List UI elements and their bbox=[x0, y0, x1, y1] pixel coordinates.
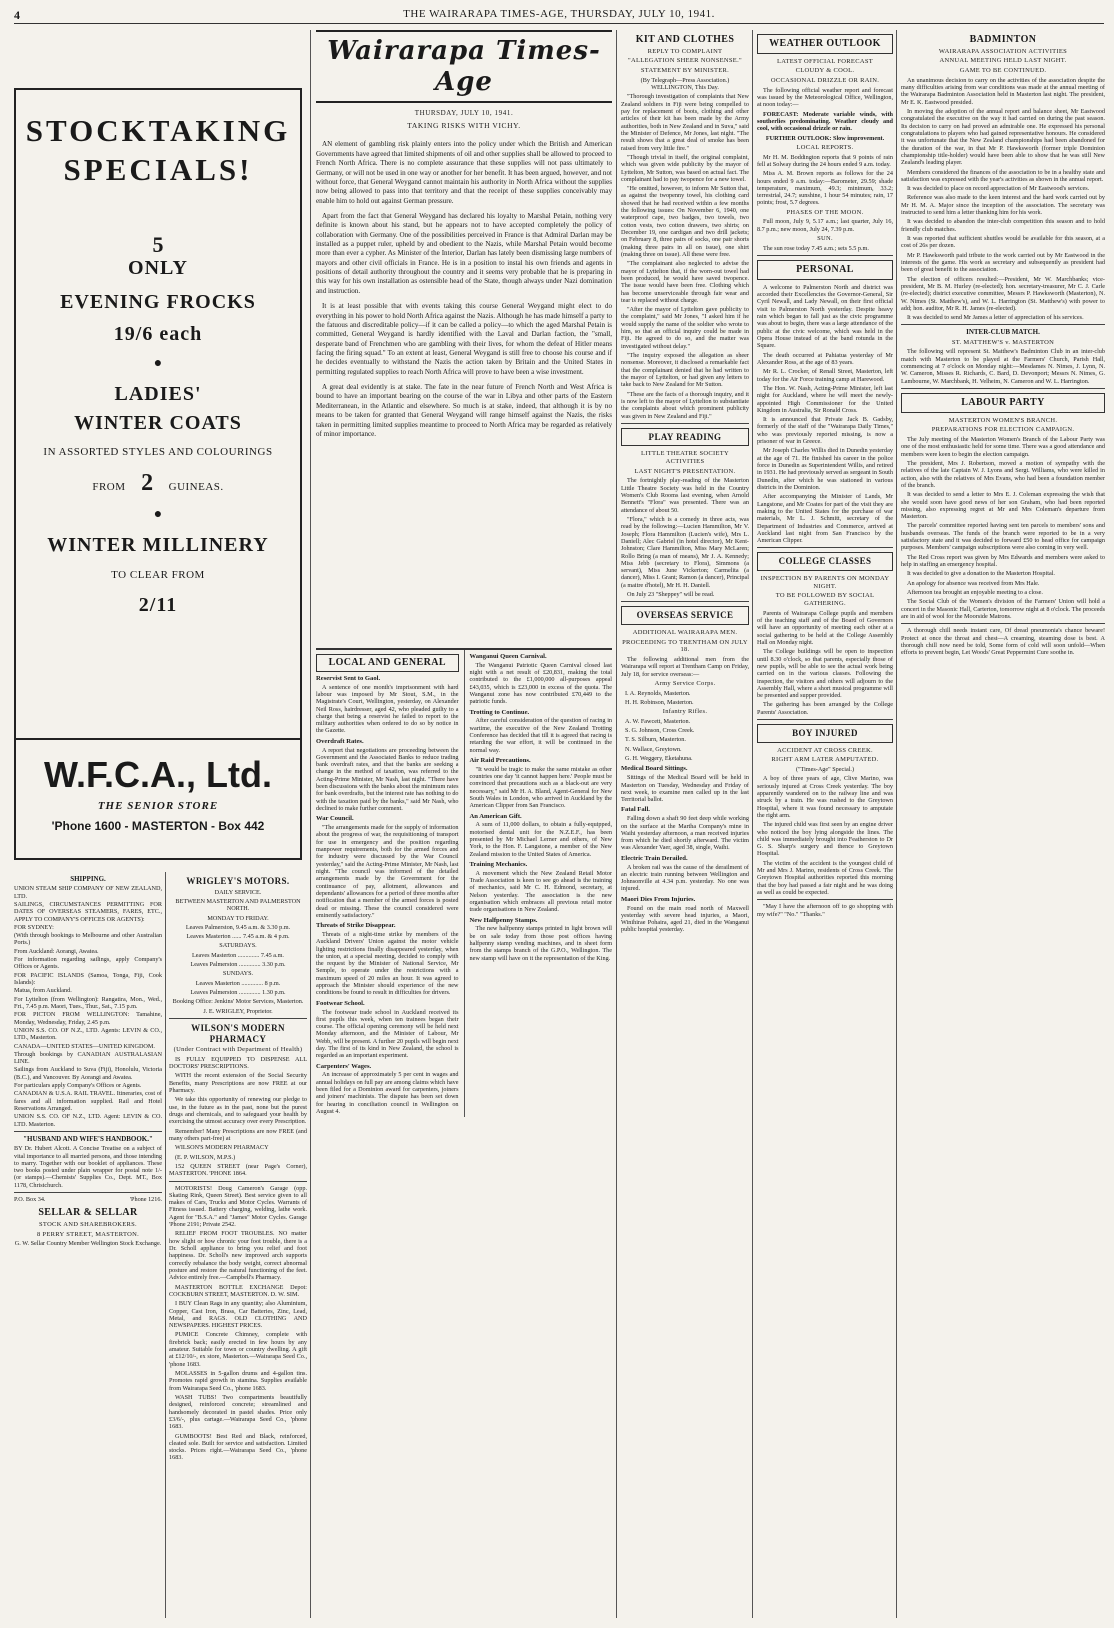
paragraph: Mr P. Hawksworth paid tribute to the work carried out by Mr Eastwood in the interests of the game. His work as secretary and subsequently as president had been of great benefit to the association. bbox=[901, 251, 1105, 274]
weather-sub2: CLOUDY & COOL. bbox=[795, 67, 855, 75]
bullet-icon: ● bbox=[153, 356, 163, 372]
paragraph: The parcels' committee reported having sent ten parcels to members' sons and husbands overseas. The funds of the branch were reported to be in a very satisfactory state and it was decided to forward £50 to head office for campaign purposes. Members' campaign subscriptions were also coming in very well. bbox=[901, 522, 1105, 552]
paragraph: The president, Mrs J. Robertson, moved a motion of sympathy with the relatives of the late Captain W. J. Lyons and Sergt. Williams, who were killed in action, also with the relatives of Mrs Evans, who had been a foundation member of the branch. bbox=[901, 459, 1105, 489]
boy-body bbox=[757, 775, 893, 896]
store-tagline: THE SENIOR STORE bbox=[97, 800, 219, 813]
advert-count: 5 bbox=[152, 231, 164, 257]
item-text: An increase of approximately 5 per cent in wages and annual holidays on full pay are among claims which have been filed for a Dominion award for carpenters, joiners and joiners' machinists. The dispute has been set down for hearing in conciliation council in Wellington on August 4. bbox=[316, 1071, 459, 1116]
paragraph: For particulars apply Company's Offices or Agents. bbox=[14, 1082, 142, 1090]
paragraph: 152 QUEEN STREET (near Page's Corner), MASTERTON. 'PHONE 1864. bbox=[169, 1162, 307, 1178]
service-man-name: N. Wallace, Greytown. bbox=[625, 745, 682, 753]
paragraph: The Hon. W. Nash, Acting-Prime Minister, left last night for Auckland, where he will meet the newly-appointed High Commissioner for the United Kingdom in Australia, Sir Ronald Cross. bbox=[757, 384, 893, 414]
paragraph: DAILY SERVICE. bbox=[214, 888, 262, 896]
paragraph: WASH TUBS! Two compartments beautifully designed, reinforced concrete; streamlined and handsomely decorated in pastel shades. Price only £3/6/-, plus cartage.—Wairarapa Seed Co., 'phone 1683. bbox=[169, 1393, 307, 1431]
shipping-lines bbox=[14, 885, 162, 1128]
paragraph: "The complainant also neglected to advise the mayor of Lyttelton that, if the worn-out towel had been produced, he would have saved twopence. The issue would have been free. Clothing which has become unserviceable through fair wear and tear is replaced without charge. bbox=[621, 260, 749, 304]
paragraph: BETWEEN MASTERTON AND PALMERSTON NORTH. bbox=[175, 897, 301, 913]
item-text: "It would be tragic to make the same mistake as other countries one day 'it cannot happen here.' People must be convinced that precautions such as a black-out are very necessary," said Mr H. A. Bland, Agent-General for New South Wales in London, who arrived in Auckland by the American Clipper from San Francisco. bbox=[469, 765, 612, 810]
paragraph: MOTORISTS! Doug Cameron's Garage (opp. Skating Rink, Queen Street). Best service given to all makes of Cars, Trucks and Motor Cycles. Warrants of Fitness issued. Battery charging, welding, lathe work. Agent for "B.S.A." and "James" Motor Cycles. Garage 'Phone 2191; Private 2542. bbox=[169, 1184, 307, 1229]
service-group-heading: Army Service Corps. bbox=[654, 679, 716, 687]
sellar-name: SELLAR & SELLAR bbox=[38, 1207, 138, 1219]
moon-text: Full moon, July 9, 5.17 a.m.; last quarter, July 16, 8.7 p.m.; new moon, July 24, 7.39 p.m. bbox=[757, 218, 893, 233]
item-text: Sittings of the Medical Board will be held in Masterton on Tuesday, Wednesday and Friday of next week, to examine men called up in the last Territorial ballot. bbox=[621, 774, 749, 804]
overseas-sub2: PROCEEDING TO TRENTHAM ON JULY 18. bbox=[622, 638, 748, 654]
item-heading: Reservist Sent to Gaol. bbox=[316, 674, 381, 682]
book-text: BY Dr. Hubert Alcott. A Concise Treatise on a subject of vital importance to all married persons, and those intending to marry. Together with our booklet of appliances. These two books posted under plain wrapper for postal note 1/- (or stamps).—Chemists' Supplies Co., Dept. MT., Box 1178, Christchurch. bbox=[14, 1145, 162, 1189]
kit-title: KIT AND CLOTHES bbox=[635, 34, 735, 45]
local-reports-title: LOCAL REPORTS. bbox=[796, 143, 854, 151]
service-man-name: A. W. Fawcett, Masterton. bbox=[625, 717, 691, 725]
paragraph: It was decided to send Mr James a letter of appreciation of his services. bbox=[907, 314, 1084, 322]
paragraph: UNION S.S. CO. OF N.Z., LTD. Agents: LEVIN & CO., LTD., Masterton. bbox=[14, 1026, 162, 1042]
paragraph: RELIEF FROM FOOT TROUBLES. NO matter how slight or how chronic your foot trouble, there is a Dr. Scholl appliance to bring you relief and foot happiness. Dr. Scholl's new improved arch supports correctly rebalance the body weight, correct abnormal posture and restore the natural functioning of the feet. Advice entirely free.—Campbell's Pharmacy. bbox=[169, 1230, 307, 1282]
boy-title: BOY INJURED bbox=[757, 724, 893, 743]
service-man-name: H. H. Robinson, Masterton. bbox=[625, 698, 694, 706]
overseas-intro: The following additional men from the Wairarapa will report at Trentham Camp on Friday, July 18, for service overseas:— bbox=[621, 655, 749, 678]
wilson-title: WILSON'S MODERN PHARMACY bbox=[191, 1022, 285, 1044]
column-rule bbox=[896, 30, 897, 1618]
sellar-member: G. W. Sellar Country Member Wellington Stock Exchange. bbox=[14, 1240, 162, 1248]
paragraph: Through bookings by CANADIAN AUSTRALASIAN LINE. bbox=[14, 1050, 162, 1066]
advert-coats-desc: IN ASSORTED STYLES AND COLOURINGS bbox=[43, 445, 273, 458]
labour-sub2: PREPARATIONS FOR ELECTION CAMPAIGN. bbox=[931, 426, 1075, 434]
paragraph: Apart from the fact that General Weygand has declared his loyalty to Marshal Petain, nothing very definite is known about his stand, but he appears not to have accepted completely the policy of collaboration with Germany. One of the possibilities perceived in France is that Admiral Darlan may be installed as a puppet ruler, upheld by and obedient to the Nazis, while Marshal Petain would become more than ever a cypher. As Minister of the Interior, Darlan has lately been dismissing large numbers of mayors and other civil officials in France. He is in a position to instal his own friends and agents in positions of detail authority throughout the country and it seems very probable that he is preparing in this way for his own installation as ostensible head of the State, though always under Nazi domination and instruction. bbox=[316, 211, 612, 295]
paragraph: For information regarding sailings, apply Company's Offices or Agents. bbox=[14, 956, 162, 971]
interclub-text: The following will represent St. Matthew's Badminton Club in an inter-club match with Masterton to be played at the Farmers' Church, Parish Hall, commencing at 7 o'clock on Monday night:—Mesdames N. Nimes, J. Lynn, N. W. Cameron, Misses R. Richards, C. Bard, D. Devonport; Messrs N. Nimes, G. Lambourne, W. Marchbank, H. Velheim, N. Cameron and W. L. Harrington. bbox=[901, 348, 1105, 385]
paragraph: UNION S.S. CO. OF N.Z., LTD. Agent: LEVIN & CO. LTD. Masterton. bbox=[14, 1113, 162, 1128]
item-text: A movement which the New Zealand Retail Motor Trade Association is keen to see go ahead is the training of mechanics, said Mr C. H. Edmond, secretary, at Nelson yesterday. The association is the new organisation which embraces all previous retail motor trade organisations in New Zealand. bbox=[469, 869, 612, 914]
badminton-title: BADMINTON bbox=[969, 34, 1037, 45]
paragraph: UNION STEAM SHIP COMPANY OF NEW ZEALAND, LTD. bbox=[14, 885, 162, 900]
item-text: "The arrangements made for the supply of information about the progress of war, the requisitioning of transport for use in emergency and the position regarding manpower requirements, both for the armed forces and for industry were discussed by the War Council yesterday," said the Acting-Prime Minister, Mr Nash, last night. "The council was informed of the detailed arrangements made by the Government for the continuance of pay, allotment, allowances and dependants' allowances for a period of three months after notification that a member of the armed forces is posted dead or missing. These the council considered were eminently satisfactory." bbox=[316, 824, 459, 919]
moon-title: PHASES OF THE MOON. bbox=[786, 208, 864, 216]
paragraph: It is announced that Private Jack B. Gadsby, formerly of the staff of the "Wairarapa Daily Times," who was previously reported missing, is now a prisoner of war in Greece. bbox=[757, 416, 893, 446]
paragraph: Matua, from Auckland. bbox=[14, 987, 72, 995]
item-heading: Air Raid Precautions. bbox=[469, 756, 531, 764]
local-items bbox=[316, 675, 459, 1116]
paragraph: It is at least possible that with events taking this course General Weygand might elect to do everything in his power to hold North Africa against the Nazis. Although he has made himself a party to the fatuous and discreditable policy—if it can be called a policy—to which the aged Marshal Petain is committed, General Weygand is hardly identified with the Laval and Darlan faction, the "small, desperate band of Frenchmen who are gambling with their lives, for whom the defeat of Hitler means facing the firing squad." To an extent at least, General Weygand is still free to choose his course and if he decides eventually to withstand the Nazis the action taken by Britain and the United States in permitting regulated supplies to reach North Africa will prove to have been a wise investment. bbox=[316, 302, 612, 376]
boy-sub2: RIGHT ARM LATER AMPUTATED. bbox=[771, 756, 879, 764]
item-heading: Maori Dies From Injuries. bbox=[621, 895, 696, 903]
paragraph: After accompanying the Minister of Lands, Mr Langstone, and Mr Coates for part of the visit they are making to the United States for the purchase of war materials, Mr L. J. Schmitt, secretary of the Department of Industries and Commerce, arrived at Auckland last night from San Francisco by the American Clipper. bbox=[757, 493, 893, 545]
paragraph: Afternoon tea brought an enjoyable meeting to a close. bbox=[907, 588, 1043, 596]
sellar-contact bbox=[14, 1196, 162, 1203]
college-title: COLLEGE CLASSES bbox=[757, 552, 893, 571]
paragraph: It was decided to send a letter to Mrs E. J. Coleman expressing the wish that she would soon have good news of her son Graham, who had been reported missing, also expressing regret at Mr and Mrs Coleman's departure from Masterton. bbox=[901, 491, 1105, 521]
sun-text: The sun rose today 7.45 a.m.; sets 5.5 p.m. bbox=[763, 244, 869, 252]
paragraph: It was reported that sufficient shuttles would be available for this season, at a cost of 26s per dozen. bbox=[901, 235, 1105, 250]
paragraph: The death occurred at Pahiatua yesterday of Mr Alexander Ross, at the age of 83 years. bbox=[757, 351, 893, 366]
paragraph: Leaves Palmerston .............. 1.30 p.m. bbox=[190, 989, 286, 997]
advert-guineas: GUINEAS. bbox=[168, 480, 224, 493]
column-rule bbox=[464, 650, 465, 1117]
weather-sub1: LATEST OFFICIAL FORECAST bbox=[776, 57, 874, 65]
item-heading: Training Mechanics. bbox=[469, 860, 528, 868]
paragraph: Leaves Palmerston, 9.45 a.m. & 3.30 p.m. bbox=[185, 923, 291, 931]
paragraph: FOR PICTON FROM WELLINGTON: Tamahine, Monday, Wednesday, Friday, 2.45 p.m. bbox=[14, 1011, 162, 1026]
service-man-name: I. A. Reynolds, Masterton. bbox=[625, 689, 691, 697]
editorial-body bbox=[316, 140, 612, 439]
paragraph: The gathering has been arranged by the College Parents' Association. bbox=[757, 701, 893, 716]
item-heading: Wanganui Queen Carnival. bbox=[469, 653, 547, 660]
masthead-logo: Wairarapa Times-Age bbox=[316, 30, 612, 103]
paragraph: SUNDAYS. bbox=[222, 970, 254, 978]
item-heading: Electric Train Derailed. bbox=[621, 854, 688, 862]
weather-title: WEATHER OUTLOOK bbox=[757, 34, 893, 54]
stocktaking-advert bbox=[14, 88, 302, 740]
weather-forecast: FORECAST: Moderate variable winds, with southerlies predominating. Weather cloudy and cool, with occasional drizzle or rain. bbox=[757, 110, 893, 133]
paragraph: MOLASSES in 5-gallon drums and 4-gallon tins. Promotes rapid growth in stamina. Supplies available from Wairarapa Seed Co., 'phone 1683. bbox=[169, 1370, 307, 1392]
wilson-text bbox=[169, 1056, 307, 1178]
paragraph: It was decided to place on record appreciation of Mr Eastwood's services. bbox=[907, 185, 1090, 193]
local-general-section bbox=[316, 648, 612, 1618]
college-sub2: TO BE FOLLOWED BY SOCIAL GATHERING. bbox=[775, 592, 875, 608]
advert-item-millinery: WINTER MILLINERY bbox=[47, 533, 269, 556]
item-heading: Carpenters' Wages. bbox=[316, 1062, 372, 1070]
paragraph: Mr Joseph Charles Willis died in Dunedin yesterday at the age of 71. He finished his career in the police force in Dunedin as Superintendent Willis, and retired in 1931. He had previously served as sergeant in South Dunedin, after which he was stationed in various districts in the Dominion. bbox=[757, 447, 893, 491]
service-man-name: S. G. Johnson, Cross Creek. bbox=[625, 727, 695, 735]
sun-title: SUN. bbox=[817, 235, 833, 243]
advert-guineas-num: 2 bbox=[141, 469, 154, 496]
item-text: The new halfpenny stamps printed in light brown will be on sale today from those post offices having halfpenny stamp vending machines, and in sheet form from the stamps branch of the G.P.O., Wellington. The new stamp will have on it the representation of the King. bbox=[469, 925, 612, 962]
personal-title: PERSONAL bbox=[757, 260, 893, 280]
paragraph: Leaves Masterton .............. 8 p.m. bbox=[195, 979, 281, 987]
overseas-more bbox=[621, 765, 749, 933]
paragraph: I BUY Clean Rags in any quantity; also Aluminium, Copper, Cast Iron, Brass, Car Batteries, Zinc, Lead, Metal, and RAGS. OLD CLOTHING AND NEWSPAPERS. HIGHEST PRICES. bbox=[169, 1300, 307, 1330]
overseas-sub1: ADDITIONAL WAIRARAPA MEN. bbox=[632, 629, 738, 637]
kit-sub1: REPLY TO COMPLAINT bbox=[647, 47, 723, 55]
item-text: After careful consideration of the question of racing in wartime, the executive of the New Zealand Trotting Conference has decided that till it is agreed that racing is retarding the war effort, it will be continued in the normal way. bbox=[469, 717, 612, 754]
paragraph: "He omitted, however, to inform Mr Sutton that, as against the twopenny towel, his clothing card showed that he had received within a few months the following issues: On November 6, 1940, one waterproof cape, two badges, two towels, two cotton vests, two cotton drawers, two shirts; on December 19, one cardigan and two drill jackets; on February 8, three pairs of socks, one pair shorts (making three pairs in all on issue), one shirt (making three on issue). All these were free. bbox=[621, 185, 749, 258]
advert-item-ladies: LADIES' bbox=[114, 382, 202, 405]
weather-sub3: OCCASIONAL DRIZZLE OR RAIN. bbox=[770, 77, 880, 85]
labour-title: LABOUR PARTY bbox=[901, 393, 1105, 413]
kit-sub2: "ALLEGATION SHEER NONSENSE." bbox=[628, 57, 742, 65]
paragraph: Members considered the finances of the association to be in a healthy state and satisfaction was expressed with the year's activities as shown in the annual report. bbox=[901, 168, 1105, 183]
labour-sub1: MASTERTON WOMEN'S BRANCH. bbox=[948, 416, 1058, 424]
item-heading: Fatal Fall. bbox=[621, 806, 650, 814]
paragraph: "Though trivial in itself, the original complaint, which was given wide publicity by the mayor of Lyttelton, Mr Sutton, was based on actual fact. The complainant had to pay twopence for a new towel. bbox=[621, 153, 749, 183]
local-column-left bbox=[316, 650, 459, 1117]
bullet-icon: ● bbox=[153, 507, 163, 523]
paragraph: The victim of the accident is the youngest child of Mr and Mrs J. Marino, residents of Cross Creek. The Greytown Hospital authorities reported this morning that the boy had passed a fair night and he was doing as well as could be expected. bbox=[757, 859, 893, 896]
wrigley-timetable bbox=[169, 889, 307, 1015]
weather-intro: The following official weather report and forecast was issued by the Meteorological Office, Wellington, at noon today:— bbox=[757, 86, 893, 109]
badminton-sub1: WAIRARAPA ASSOCIATION ACTIVITIES bbox=[938, 47, 1068, 55]
advert-item-coats: WINTER COATS bbox=[74, 412, 242, 435]
paragraph: It was decided to abandon the inter-club competition this season and to hold friendly club matches. bbox=[901, 218, 1105, 233]
paragraph: An apology for absence was received from Mrs Hale. bbox=[907, 579, 1040, 587]
paragraph: On July 23 "Sheppey" will be read. bbox=[627, 591, 715, 599]
paragraph: MONDAY TO FRIDAY. bbox=[207, 914, 269, 922]
item-heading: Medical Board Sittings. bbox=[621, 765, 688, 773]
kit-byline: (By Telegraph—Press Association.) WELLINGTON, This Day. bbox=[640, 76, 730, 92]
advert-only: ONLY bbox=[128, 257, 188, 280]
paragraph: "After the mayor of Lyttelton gave publicity to the complaint," said Mr Jones, "I asked him if he would supply the name of the soldier who wrote to him, so that an official inquiry could be made in Fiji. He agreed to do so, and the matter was investigated without delay." bbox=[621, 306, 749, 350]
paragraph: "Thorough investigation of complaints that New Zealand soldiers in Fiji were being compelled to pay for replacement of boots, clothing and other articles of their kit has been made by the Army authorities, both in New Zealand and in Suva," said the Minister of Defence, Mr Jones, last night. "The result shows that a great deal of smoke has been raised from very little fire." bbox=[621, 93, 749, 152]
wfca-store-block bbox=[14, 740, 302, 860]
weather-further: FURTHER OUTLOOK: Slow improvement. bbox=[765, 134, 885, 142]
paragraph: Leaves Masterton .............. 7.45 a.m. bbox=[192, 951, 284, 959]
paragraph: "These are the facts of a thorough inquiry, and it is now left to the mayor of Lyttelton to substantiate the complaints about which prominent publicity was given in New Zealand and Fiji." bbox=[621, 390, 749, 420]
service-man-name: G. H. Weggery, Eketahuna. bbox=[625, 755, 693, 763]
page-number: 4 bbox=[14, 8, 20, 22]
paragraph: It was decided to give a donation to the Masterton Hospital. bbox=[907, 570, 1055, 578]
classified-ads bbox=[169, 1185, 307, 1462]
local-items-continued bbox=[470, 653, 613, 962]
paragraph: Leaves Palmerston .............. 3.30 p.m. bbox=[190, 961, 286, 969]
paragraph: FOR SYDNEY: bbox=[14, 923, 54, 931]
badminton-sub2: ANNUAL MEETING HELD LAST NIGHT. bbox=[939, 57, 1067, 65]
item-text: The Wanganui Patriotic Queen Carnival closed last night with a net result of £20,831, making the total contributed to the £1,000,000 all-purposes appeal £43,035, which is £23,000 in excess of the quota. The Wanganui zone has now contributed £70,449 to the patriotic funds. bbox=[469, 661, 612, 706]
paragraph: The fortnightly play-reading of the Masterton Little Theatre Society was held in the Country Women's Club Rooms last evening, when Arnold Bennett's "Flora" was presented. There was an attendance of about 50. bbox=[621, 477, 749, 514]
advert-coats-price bbox=[16, 469, 300, 497]
paragraph: GUMBOOTS! Best Red and Black, reinforced, cleated sole. Built for service and satisfaction. Limited stocks. Prices right.—Wairarapa Seed Co., 'phone 1683. bbox=[169, 1432, 307, 1462]
column-rule bbox=[616, 30, 617, 1618]
paragraph: Remember! Many Prescriptions are now FREE (and many others part-free) at bbox=[169, 1127, 307, 1142]
paragraph: IS FULLY EQUIPPED TO DISPENSE ALL DOCTORS' PRESCRIPTIONS. bbox=[169, 1055, 307, 1071]
column-rule bbox=[752, 30, 753, 1618]
paragraph: The Red Cross report was given by Mrs Edwards and members were asked to help in staffing an emergency hospital. bbox=[901, 553, 1105, 569]
paragraph: "The inquiry exposed the allegation as sheer nonsense. Moreover, it disclosed a remarkable fact that the complainant denied that he had written to the mayor of Lyttelton, or had given any letters to take back to New Zealand for Mr Sutton. bbox=[621, 352, 749, 389]
boy-sub1: ACCIDENT AT CROSS CREEK. bbox=[777, 746, 873, 754]
boy-byline: ("Times-Age" Special.) bbox=[795, 766, 855, 773]
paragraph: CANADA—UNITED STATES—UNITED KINGDOM. bbox=[14, 1042, 155, 1050]
college-body bbox=[757, 610, 893, 716]
item-text: A sentence of one month's imprisonment with hard labour was imposed by Mr Stout, S.M., in the Magistrate's Court, Wellington, yesterday, on Alexander Neil Ross, hairdresser, aged 42, who pleaded guilty to a charge that being a reservist he failed to report to the military authorities when ordered to do so by notice in the Gazette. bbox=[316, 683, 459, 735]
overseas-lists bbox=[621, 680, 749, 763]
labour-body bbox=[901, 436, 1105, 620]
sellar-desc: STOCK AND SHAREBROKERS. bbox=[39, 1221, 137, 1229]
paragraph: A boy of three years of age, Clive Marino, was seriously injured at Cross Creek yesterday. The boy apparently wandered on to the railway line and was struck by a train. He was rushed to the Greytown Hospital, where it was found necessary to amputate the right arm. bbox=[757, 775, 893, 819]
play-sub2: LAST NIGHT'S PRESENTATION. bbox=[634, 467, 736, 475]
paragraph: Mr R. L. Crocker, of Renall Street, Masterton, left today for the Air Force training camp at Harewood. bbox=[757, 368, 893, 383]
paragraph: SATURDAYS. bbox=[219, 942, 257, 950]
paragraph: CANADIAN & U.S.A. RAIL TRAVEL. Itineraries, cost of fares and all information supplied. Rail and Hotel Reservations Arranged. bbox=[14, 1090, 162, 1112]
paragraph: AN element of gambling risk plainly enters into the policy under which the British and American Governments have agreed that limited shipments of oil and other supplies shall be allowed to proceed to French North Africa. There is no complete assurance that these supplies will not pass ultimately to Germany, or will not be used in one way or another for her benefit. It has been argued, however, and not without force, that General Weygand cannot maintain his authority in North Africa without the supplies now being allowed to pass into that territory and that the receipt of these supplies conceivably may enable him to hold out against German pressure. bbox=[316, 140, 612, 205]
advert-headline: STOCKTAKING SPECIALS! bbox=[25, 113, 291, 187]
paragraph: "Flora," which is a comedy in three acts, was read by the following:—Lucien Hammilton, Mr V. Joseph; Flora Hammilton (Lucien's wife), Mrs L. Daniell; Alec Gabriel (in hotel director), Mr Kent-Johnston; Clare Hammilton, Miss Mary McLaren; Rollo Bring (a man of means), Mr J. A. Kennedy; Miss Jebb (secretary to Flora), Simmons (a servant), Miss June Vickerton; Carmelita (a dancer), Miss I. Grant; Ramon (a dancer), Principal (a maitre d'hotel), Mr H. H. Daniell. bbox=[621, 515, 749, 589]
item-heading: New Halfpenny Stamps. bbox=[469, 916, 538, 924]
column-rule bbox=[310, 30, 311, 1618]
small-ads-column bbox=[169, 872, 307, 1617]
paragraph: A welcome to Palmerston North and district was accorded their Excellencies the Governor-General, Sir Cyril Newall, and Lady Newall, on their first official visit to Palmerston North yesterday. Despite heavy rain which began to fall just as the civic programme was about to begin, there was a large attendance of the public at the civic welcome, which was held in the Opera House instead of at the band rotunda in the Square. bbox=[757, 283, 893, 350]
store-phone: 'Phone 1600 - MASTERTON - Box 442 bbox=[51, 819, 265, 834]
paragraph: Reference was also made to the keen interest and the hard work carried out by Mr H. M. A. Major since the inception of the association. The secretary was instructed to send him a letter thanking him for his work. bbox=[901, 194, 1105, 217]
paragraph: (With through bookings to Melbourne and other Australian Ports.) bbox=[14, 932, 162, 947]
item-heading: Threats of Strike Disappear. bbox=[316, 922, 396, 930]
item-text: Falling down a shaft 90 feet deep while working on the surface at the Martha Company's mine in Waihi yesterday afternoon, a man received injuries from which he died shortly afterward. The victim was Alexander Vaer, aged 38, single, Waihi. bbox=[621, 815, 749, 852]
paragraph: A great deal evidently is at stake. The fate in the near future of French North and West Africa is bound to have an important bearing on the course of the war in Libya and other parts of the Eastern Mediterranean, in the Atlantic and elsewhere. So much is at stake, indeed, that although it is by no means to be taken for granted that General Weygand will range himself against the Nazis, the risks taken in permitting limited supplies meantime to proceed to North Africa may be regarded as relatively of minor importance. bbox=[316, 383, 612, 438]
paragraph: In moving the adoption of the annual report and balance sheet, Mr Eastwood congratulated the executive on the way it had carried on during the past season. Its decision to carry on had proved an admirable one. He expressed his personal congratulations to players who had gained representative honours. He considered it was unfortunate that the New Zealand championships had been abandoned for the duration of the war, in that Mr P. Hawksworth (former triple Dominion championship title-holder) would have been able to show that he was still New Zealand's leading player. bbox=[901, 108, 1105, 167]
wrigley-title: WRIGLEY'S MOTORS. bbox=[186, 876, 290, 886]
paragraph: PUMICE Concrete Chimney, complete with firebrick back; easily erected in few hours by any amateur. Suitable for town or country dwelling. A gift at £12/10/-, ex store, Masterton.—Wairarapa Seed Co., 'phone 1683. bbox=[169, 1331, 307, 1368]
paragraph: J. E. WRIGLEY, Proprietor. bbox=[203, 1007, 273, 1015]
badminton-body bbox=[901, 77, 1105, 322]
item-heading: War Council. bbox=[316, 815, 354, 823]
paragraph: Leaves Masterton ...... 7.45 a.m. & 4 p.m. bbox=[186, 933, 290, 941]
personal-body bbox=[757, 284, 893, 545]
joke-text: "May I have the afternoon off to go shopping with my wife?" "No." "Thanks." bbox=[757, 903, 893, 918]
column-rule bbox=[165, 872, 166, 1618]
paragraph: Parents of Wairarapa College pupils and members of the teaching staff and of the Board of Governors will have an opportunity of meeting each other at a social gathering to be held at the College Assembly Hall on Monday night. bbox=[757, 609, 893, 646]
cure-advert: A thorough chill needs instant care, Of dread pneumonia's chance beware! Protect at once the throat and chest—A creaming, steaming dose is best. A thorough chill now need be told, Some form of cold will soon unfold—When efforts to prevent begin, Let Woods' Great Peppermint Cure soothe in. bbox=[901, 627, 1105, 657]
college-sub1: INSPECTION BY PARENTS ON MONDAY NIGHT. bbox=[760, 575, 890, 590]
item-text: Threats of a night-time strike by members of the Auckland Drivers' Union against the motor vehicle lighting restrictions finally disappeared yesterday, when the union, at a special meeting, decided to comply with the request by the Minister of National Service, Mr Semple, to operate under the restrictions with a maximum speed of 20 miles an hour. It was agreed to approach the Minister should experience of the new conditions be found to result in difficulties for drivers. bbox=[316, 930, 459, 997]
play-body bbox=[621, 477, 749, 598]
book-title: "HUSBAND AND WIFE'S HANDBOOK." bbox=[23, 1134, 153, 1143]
item-heading: An American Gift. bbox=[469, 812, 522, 820]
paragraph: WILSON'S MODERN PHARMACY bbox=[175, 1144, 269, 1152]
local-reports-text-2: Miss A. M. Brown reports as follows for the 24 hours ended 9 a.m. today:—Barometer, 29.59; shade temperature, maximum, 49.3; minimum, 33.2; terrestrial, 24.7; sunshine, 1 hour 54 minutes; rain, 17 points; frost, 5.7 degrees. bbox=[757, 170, 893, 207]
item-text: The footwear trade school in Auckland received its first pupils this week, when ten trainees began their course. The official opening ceremony will be held next Monday afternoon, and the Minister of Labour, Mr Webb, will be present. A further 20 pupils will begin next day. The first of its kind in New Zealand, the school is regarded as an important experiment. bbox=[316, 1008, 459, 1060]
sellar-phone: 'Phone 1216. bbox=[129, 1196, 162, 1204]
sellar-address: 8 PERRY STREET, MASTERTON. bbox=[36, 1230, 140, 1238]
local-column-right bbox=[470, 650, 613, 1117]
local-title: LOCAL AND GENERAL bbox=[316, 654, 459, 672]
overseas-title: OVERSEAS SERVICE bbox=[621, 606, 749, 625]
item-heading: Footwear School. bbox=[316, 999, 365, 1007]
editorial-headline: TAKING RISKS WITH VICHY. bbox=[407, 120, 521, 130]
advert-item-frocks: EVENING FROCKS bbox=[60, 291, 256, 314]
paragraph: From Auckland: Aorangi, Awatea. bbox=[14, 947, 99, 955]
paragraph: FOR PACIFIC ISLANDS (Samoa, Tonga, Fiji, Cook Islands): bbox=[14, 971, 162, 986]
play-sub1: LITTLE THEATRE SOCIETY ACTIVITIES bbox=[640, 450, 730, 466]
paragraph: WITH the recent extension of the Social Security Benefits, many Prescriptions are now FREE at our Pharmacy. bbox=[169, 1072, 307, 1095]
kit-clothes-column bbox=[621, 30, 749, 1618]
advert-millinery-price: 2/11 bbox=[138, 594, 178, 617]
paragraph: SAILINGS, CIRCUMSTANCES PERMITTING FOR DATES OF OVERSEAS STEAMERS, FARES, ETC., APPLY TO COMPANY'S OFFICES OR AGENTS): bbox=[14, 900, 162, 923]
paragraph: The Social Club of the Women's division of the Farmers' Union will hold a concert in the Masonic Hall, Carterton, tomorrow night at 8 o'clock. The proceeds are in aid of wool for the Moorside Matrons. bbox=[901, 598, 1105, 620]
paragraph: Sailings from Auckland to Suva (Fiji), Honolulu, Victoria (B.C.), and Vancouver. By Aorangi and Awatea. bbox=[14, 1066, 162, 1081]
local-reports-text: Mr H. M. Boddington reports that 9 points of rain fell at Solway during the 24 hours ended 9 a.m. today. bbox=[757, 153, 893, 168]
badminton-column bbox=[901, 30, 1105, 1618]
store-name: W.F.C.A., Ltd. bbox=[44, 754, 272, 795]
service-group-heading: Infantry Rifles. bbox=[662, 708, 708, 716]
paragraph: For Lyttelton (from Wellington): Rangatira, Mon., Wed., Fri., 7.45 p.m. Maori, Tues., Thur., Sat., 7.15 p.m. bbox=[14, 995, 162, 1010]
paragraph: The injured child was first seen by an engine driver who noticed the boy lying alongside the lines. The child was immediately brought into Featherston to Dr G. S. Sharp's surgery and thence to Greytown Hospital. bbox=[757, 821, 893, 858]
editorial-column bbox=[316, 30, 612, 642]
play-title: PLAY READING bbox=[621, 428, 749, 447]
editorial-date: THURSDAY, JULY 10, 1941. bbox=[414, 109, 514, 118]
sellar-box: P.O. Box 34. bbox=[14, 1196, 46, 1204]
interclub-title: INTER-CLUB MATCH. bbox=[966, 328, 1040, 337]
paragraph: (E. P. WILSON, M.P.S.) bbox=[175, 1153, 236, 1161]
shipping-column bbox=[14, 872, 162, 1617]
running-head-title: THE WAIRARAPA TIMES-AGE, THURSDAY, JULY 10, 1941. bbox=[403, 8, 715, 20]
service-man-name: T. S. Silburn, Masterton. bbox=[625, 736, 686, 744]
item-text: A report that negotiations are proceeding between the Government and the Associated Banks to reduce trading bank overdraft rates, and that the banks are seeking a change in the method of taxation, was referred to the Acting-Prime Minister, Mr Nash, last night. "There have been discussions with the banks about the minimum rates for bank overdrafts, but the interest rate has nothing to do with the taxation paid by the banks," said Mr Nash, who declined to make further comment. bbox=[316, 746, 459, 813]
advert-millinery-desc: TO CLEAR FROM bbox=[111, 569, 205, 582]
item-text: A broken rail was the cause of the derailment of an electric train running between Wellington and Johnsonville at 4.34 p.m. yesterday. No one was injured. bbox=[621, 863, 749, 893]
paragraph: An unanimous decision to carry on the activities of the association despite the many difficulties arising from war conditions was made at the annual meeting of the Wairarapa Badminton Association held in Masterton last night. The president, Mr E. K. Eastwood presided. bbox=[901, 76, 1105, 106]
interclub-sub: ST. MATTHEW'S v. MASTERTON bbox=[951, 338, 1055, 346]
wilson-sub: (Under Contract with Department of Health) bbox=[173, 1046, 303, 1054]
paragraph: The College buildings will be open to inspection until 8.30 o'clock, so that parents, especially those of new pupils, will be able to see the actual work being carried on in the various classes. Following the inspection, the visitors and others will adjourn to the Assembly Hall, where a short musical programme will be presented and supper provided. bbox=[757, 648, 893, 700]
item-text: A sum of 11,000 dollars, to obtain a fully-equipped, motorised dental unit for the N.Z.E.F., has been presented by Mr Michael Lerner and others, of New York, to the Hon. F. Langstone, a member of the New Zealand mission to the United States of America. bbox=[469, 821, 612, 858]
kit-sub3: STATEMENT BY MINISTER. bbox=[640, 67, 730, 75]
badminton-sub3: GAME TO BE CONTINUED. bbox=[959, 67, 1047, 75]
paragraph: Booking Office: Jenkins' Motor Services, Masterton. bbox=[172, 998, 304, 1006]
item-text: Found on the main road north of Maxwell yesterday with severe head injuries, a Maori, Winihirae Pohaira, aged 21, died in the Wanganui public hospital yesterday. bbox=[621, 904, 749, 934]
paragraph: MASTERTON BOTTLE EXCHANGE Depot: COCKBURN STREET, MASTERTON. D. W. SIM. bbox=[169, 1283, 307, 1298]
weather-personal-column bbox=[757, 30, 893, 1618]
shipping-title: SHIPPING. bbox=[70, 875, 106, 883]
item-heading: Overdraft Rates. bbox=[316, 737, 364, 745]
paragraph: We take this opportunity of renewing our pledge to use, in the future as in the past, none but the purest drugs and chemicals, and to safeguard your health by exercising the utmost accuracy over every Prescription. bbox=[169, 1096, 307, 1126]
item-heading: Trotting to Continue. bbox=[469, 708, 530, 716]
running-header bbox=[14, 6, 1104, 24]
advert-from: FROM bbox=[92, 480, 126, 493]
paragraph: The election of officers resulted:—President, Mr W. Marchbanks; vice-president, Mr B. M. Hurley (re-elected); hon. secretary-treasurer, Mr C. J. Carle (re-elected); district executive committee, Messrs P. Hawksworth (Masterton), N. W. Nimes (St. Matthew's), and W. L. Harrington (St. Matthew's) with power to add; hon. auditor, Mr R. H. James (re-elected). bbox=[901, 275, 1105, 312]
kit-body bbox=[621, 93, 749, 419]
paragraph: The July meeting of the Masterton Women's Branch of the Labour Party was one of the most enthusiastic held for some time. There was a good attendance and members were keen to begin the election campaign. bbox=[901, 436, 1105, 458]
advert-price-frocks: 19/6 each bbox=[113, 322, 203, 345]
